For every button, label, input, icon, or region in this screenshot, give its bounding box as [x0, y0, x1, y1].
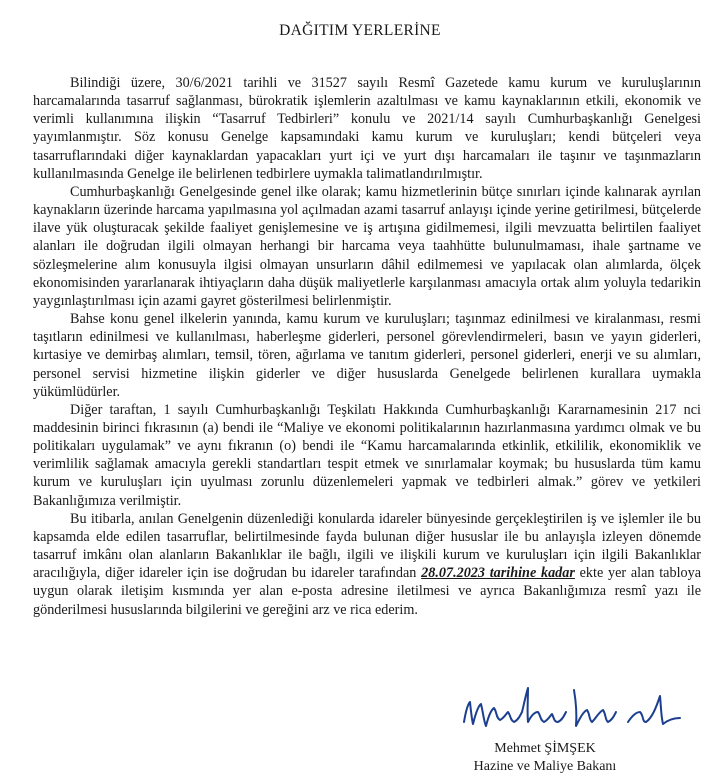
paragraph-5-text-after: ekte yer alan tabloya uygun olarak iletişim kısmında yer alan e-posta adresine iletilmesi ve ayrıca Bakanlığımıza resmî yazı ile gönderilmesi hususlarında bilgilerini ve gereğini arz ve rica ederim. [33, 565, 701, 618]
paragraph-3: Bahse konu genel ilkelerin yanında, kamu kurum ve kuruluşları; taşınmaz edinilmesi ve kiralanması, resmi taşıtların edinilmesi ve kullanılması, haberleşme giderleri, personel görevlendirmeleri, basın ve yayın giderleri, kırtasiye ve demirbaş alımları, temsil, tören, ağırlama ve tanıtım giderleri, personel giderleri, enerji ve su alımları, personel servisi hizmetine ilişkin giderler ve diğer hususlarda Genelgede belirlenen kurallara uymakla yükümlüdürler. [33, 311, 701, 400]
paragraph-5-text-before: Bu itibarla, anılan Genelgenin düzenlediği konularda idareler bünyesinde gerçekleştirilen iş ve işlemler ile bu kapsamda elde edilen tasarruflar, belirtilmesinde fayda bulunan diğer hususlar ile bu anlayışla izleyen dönemde tasarruf imkânı olan alanların Bakanlıklar ile bağlı, ilgili ve ilişkili kurum ve kuruluşları için ilgili Bakanlıklar aracılığıyla, diğer idareler için ise doğrudan bu idareler tarafından [33, 510, 701, 582]
paragraph-1: Bilindiği üzere, 30/6/2021 tarihli ve 31527 sayılı Resmî Gazetede kamu kurum ve kuruluşlarının harcamalarında tasarruf sağlanması, bürokratik işlemlerin azaltılması ve kamu kaynaklarının etkili, ekonomik ve verimli kullanımına ilişkin “Tasarruf Tedbirleri” konulu ve 2021/14 sayılı Cumhurbaşkanlığı Genelgesi yayımlanmıştır. Söz konusu Genelge kapsamındaki kamu kurum ve kuruluşları; kendi bütçeleri veya tasarruflarındaki diğer kaynaklardan yapacakları yurt içi ve yurt dışı harcamaları ile taşınır ve taşınmazların kullanılmasında Genelge ile belirlenen tedbirlere uymakla talimatlandırılmıştır. [33, 75, 701, 182]
recipient-heading: DAĞITIM YERLERİNE [279, 22, 441, 39]
paragraph-2: Cumhurbaşkanlığı Genelgesinde genel ilke olarak; kamu hizmetlerinin bütçe sınırları içinde kalınarak ayrılan kaynakların üzerinde harcama yapılmasına yol açılmadan azami tasarruf anlayışı içinde yerine getirilmesi, bütçelerde ilave yük oluşturacak şekilde faaliyet genişlemesine ve iş artışına gidilmemesi, ilgili mevzuatta belirtilen faaliyet alanları ile doğrudan ilgili olmayan herhangi bir harcama veya taahhütte bulunulmaması, ihale şartname ve sözleşmelerine alım konusuyla ilgisi olmayan unsurların dâhil edilmemesi ve yapılacak olan alımlarda, ölçek ekonomisinden yararlanarak ihtiyaçların daha düşük maliyetlerle karşılanması amacıyla ortak alım yoluyla tedarikin yaygınlaştırılması için azami gayret gösterilmesi belirlenmiştir. [33, 183, 701, 309]
paragraph-5 [33, 510, 701, 619]
signer-title: Hazine ve Maliye Bakanı [473, 759, 617, 774]
signer-name: Mehmet ŞİMŞEK [494, 741, 596, 756]
deadline-date: 28.07.2023 tarihine kadar [421, 565, 575, 582]
letter-body [33, 74, 701, 619]
signature-icon [456, 682, 686, 732]
paragraph-4: Diğer taraftan, 1 sayılı Cumhurbaşkanlığı Teşkilatı Hakkında Cumhurbaşkanlığı Kararnamesinin 217 nci maddesinin birinci fıkrasının (a) bendi ile “Maliye ve ekonomi politikalarının hazırlanmasına yardımcı olmak ve bu politikaları uygulamak” ve aynı fıkranın (o) bendi ile “Kamu harcamalarında etkinlik, etkililik, ekonomiklik ve verimlilik sağlamak amacıyla gerekli standartları tespit etmek ve sınırlamalar koymak; bu hususlarda tüm kamu kurum ve kuruluşları için uyulması zorunlu düzenlemeleri yapmak ve tedbirleri almak.” görev ve yetkileri Bakanlığımıza verilmiştir. [33, 401, 701, 509]
signer-block [420, 740, 670, 776]
